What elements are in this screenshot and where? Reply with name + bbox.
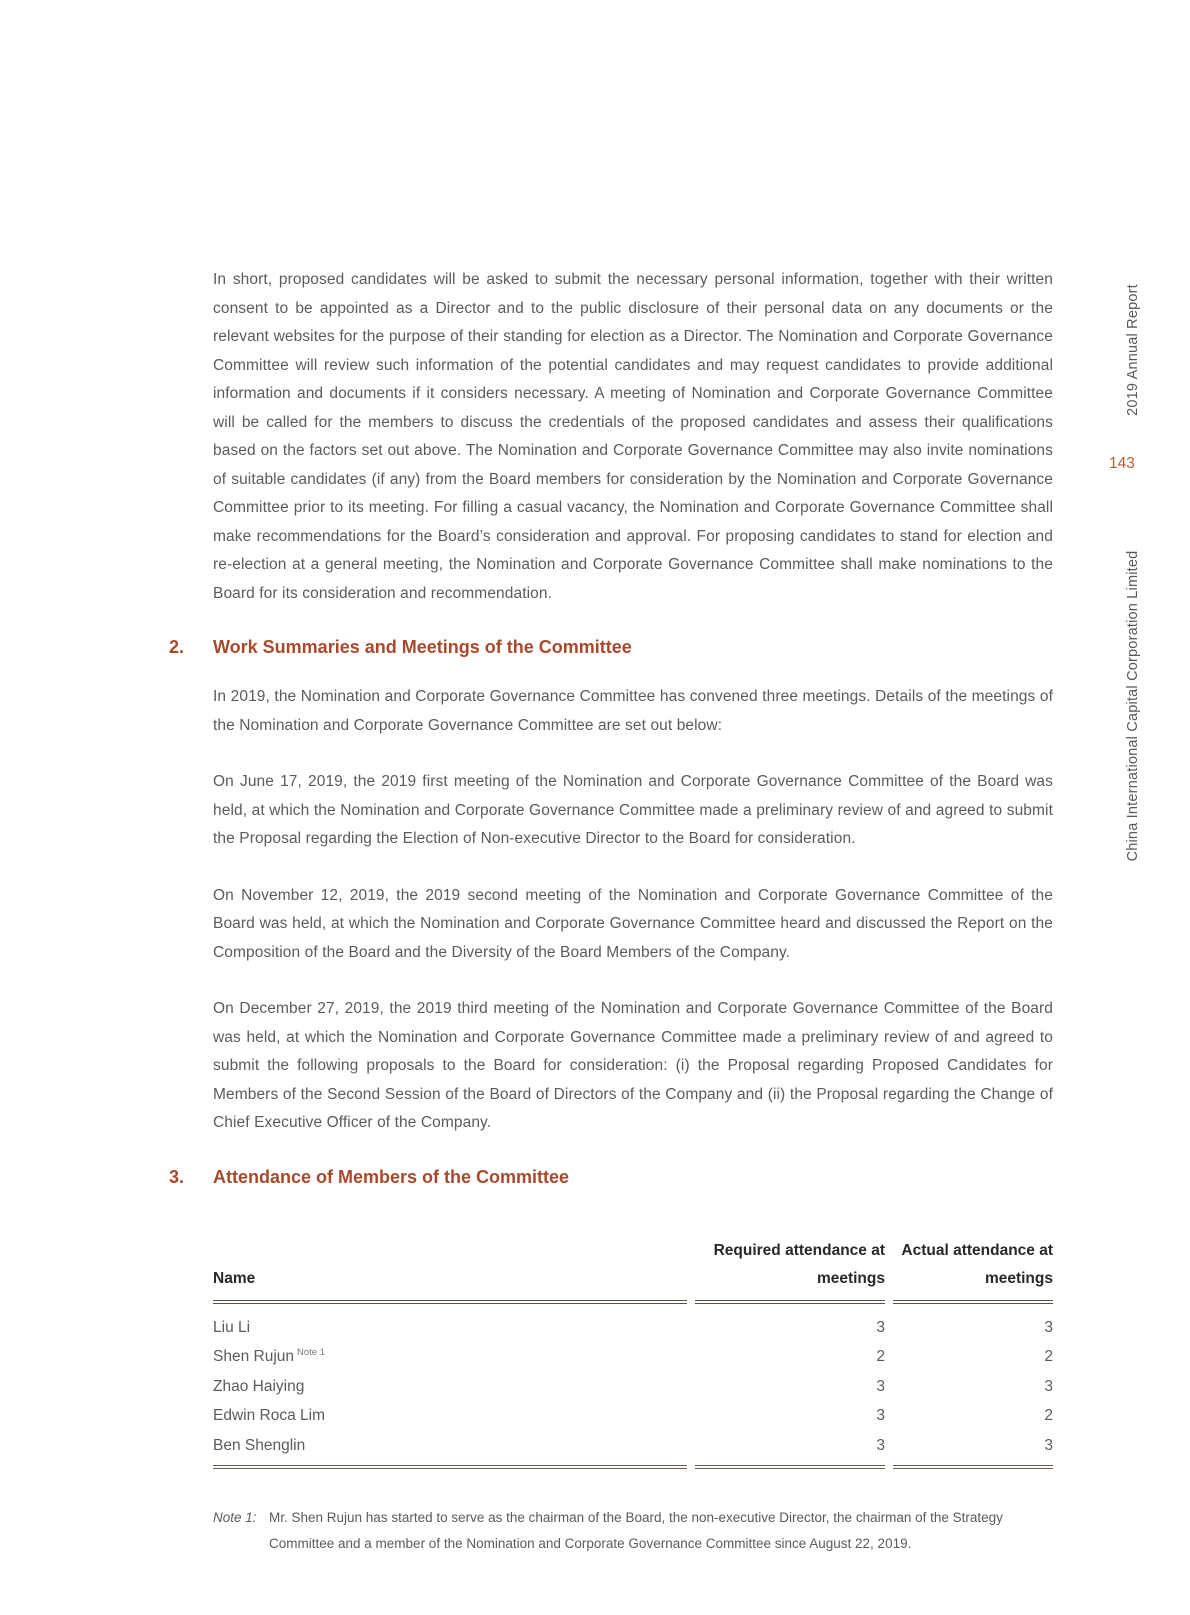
- section-2-number: 2.: [169, 637, 185, 657]
- required-attendance: 3: [695, 1431, 885, 1470]
- section-2-paragraph: In 2019, the Nomination and Corporate Governance Committee has convened three meetings. Details of the meetings of the Nomination and Corporate Governance Committee are set out below:: [213, 688, 1053, 734]
- section-3-number: 3.: [169, 1166, 185, 1187]
- margin-report-title: 2019 Annual Report: [1125, 284, 1141, 416]
- required-attendance: 3: [876, 1407, 885, 1424]
- footnote: [213, 1505, 1053, 1557]
- table-row: [213, 1372, 1053, 1402]
- member-name: Edwin Roca Lim: [213, 1407, 325, 1424]
- required-attendance: 3: [876, 1318, 885, 1336]
- table-row: [213, 1431, 1053, 1470]
- footnote-text: Mr. Shen Rujun has started to serve as the chairman of the Board, the non-executive Director, the chairman of the Strategy Committee and a member of the Nomination and Corporate Governance Committee since August 22, 2019.: [269, 1510, 1003, 1551]
- attendance-table-body: [213, 1304, 1053, 1470]
- table-row: [213, 1342, 1053, 1372]
- footnote-label: Note 1:: [213, 1510, 257, 1525]
- page-number: 143: [1109, 455, 1135, 472]
- section-3-heading: [169, 1166, 1053, 1188]
- member-name: Liu Li: [213, 1318, 251, 1336]
- required-attendance: 3: [876, 1377, 885, 1395]
- section-2-paragraph: On December 27, 2019, the 2019 third meeting of the Nomination and Corporate Governance Committee of the Board was held, at which the Nomination and Corporate Governance Committee made a preliminary review of and agreed to submit the following proposals to the Board for consideration: (i) the Proposal regarding Proposed Candidates for Members of the Second Session of the Board of Directors of the Company and (ii) the Proposal regarding the Change of Chief Executive Officer of the Company.: [213, 1000, 1053, 1131]
- actual-attendance: 3: [1044, 1377, 1053, 1395]
- table-row: [213, 1401, 1053, 1431]
- attendance-table-header: [213, 1237, 1053, 1304]
- attendance-table: [213, 1237, 1053, 1470]
- column-header-required: Required attendance at meetings: [695, 1237, 885, 1304]
- actual-attendance: 2: [1044, 1348, 1053, 1365]
- column-header-actual: Actual attendance at meetings: [893, 1237, 1053, 1304]
- column-header-name: Name: [213, 1237, 687, 1304]
- actual-attendance: 3: [1044, 1318, 1053, 1336]
- intro-paragraph: In short, proposed candidates will be asked to submit the necessary personal information, together with their written consent to be appointed as a Director and to the public disclosure of their personal data on any documents or the relevant websites for the purpose of their standing for election as a Director. The Nomination and Corporate Governance Committee will review such information of the potential candidates and may request candidates to provide additional information and documents if it considers necessary. A meeting of Nomination and Corporate Governance Committee will be called for the members to discuss the credentials of the proposed candidates and assess their qualifications based on the factors set out above. The Nomination and Corporate Governance Committee may also invite nominations of suitable candidates (if any) from the Board members for consideration by the Nomination and Corporate Governance Committee prior to its meeting. For filling a casual vacancy, the Nomination and Corporate Governance Committee shall make recommendations for the Board’s consideration and approval. For proposing candidates to stand for election and re-election at a general meeting, the Nomination and Corporate Governance Committee shall make nominations to the Board for its consideration and recommendation.: [213, 271, 1053, 602]
- note-reference: Note 1: [297, 1346, 326, 1358]
- section-2-paragraph: On June 17, 2019, the 2019 first meeting of the Nomination and Corporate Governance Committee of the Board was held, at which the Nomination and Corporate Governance Committee made a preliminary review of and agreed to submit the Proposal regarding the Election of Non-executive Director to the Board for consideration.: [213, 773, 1053, 847]
- member-name: Zhao Haiying: [213, 1377, 305, 1395]
- page-content: [169, 266, 1053, 1557]
- section-2-heading: [169, 636, 1053, 658]
- margin-company-name: China International Capital Corporation Limited: [1125, 550, 1141, 862]
- required-attendance: 2: [876, 1348, 885, 1365]
- section-2-paragraph: On November 12, 2019, the 2019 second meeting of the Nomination and Corporate Governance Committee of the Board was held, at which the Nomination and Corporate Governance Committee heard and discussed the Report on the Composition of the Board and the Diversity of the Board Members of the Company.: [213, 886, 1053, 961]
- actual-attendance: 2: [1044, 1407, 1053, 1424]
- section-2-title: Work Summaries and Meetings of the Committee: [213, 637, 632, 657]
- table-row: [213, 1304, 1053, 1343]
- member-name: Shen Rujun $^{Note 1}$: [213, 1346, 326, 1365]
- section-3-title: Attendance of Members of the Committee: [213, 1166, 570, 1187]
- member-name: Ben Shenglin: [213, 1431, 687, 1470]
- actual-attendance: 3: [893, 1431, 1053, 1470]
